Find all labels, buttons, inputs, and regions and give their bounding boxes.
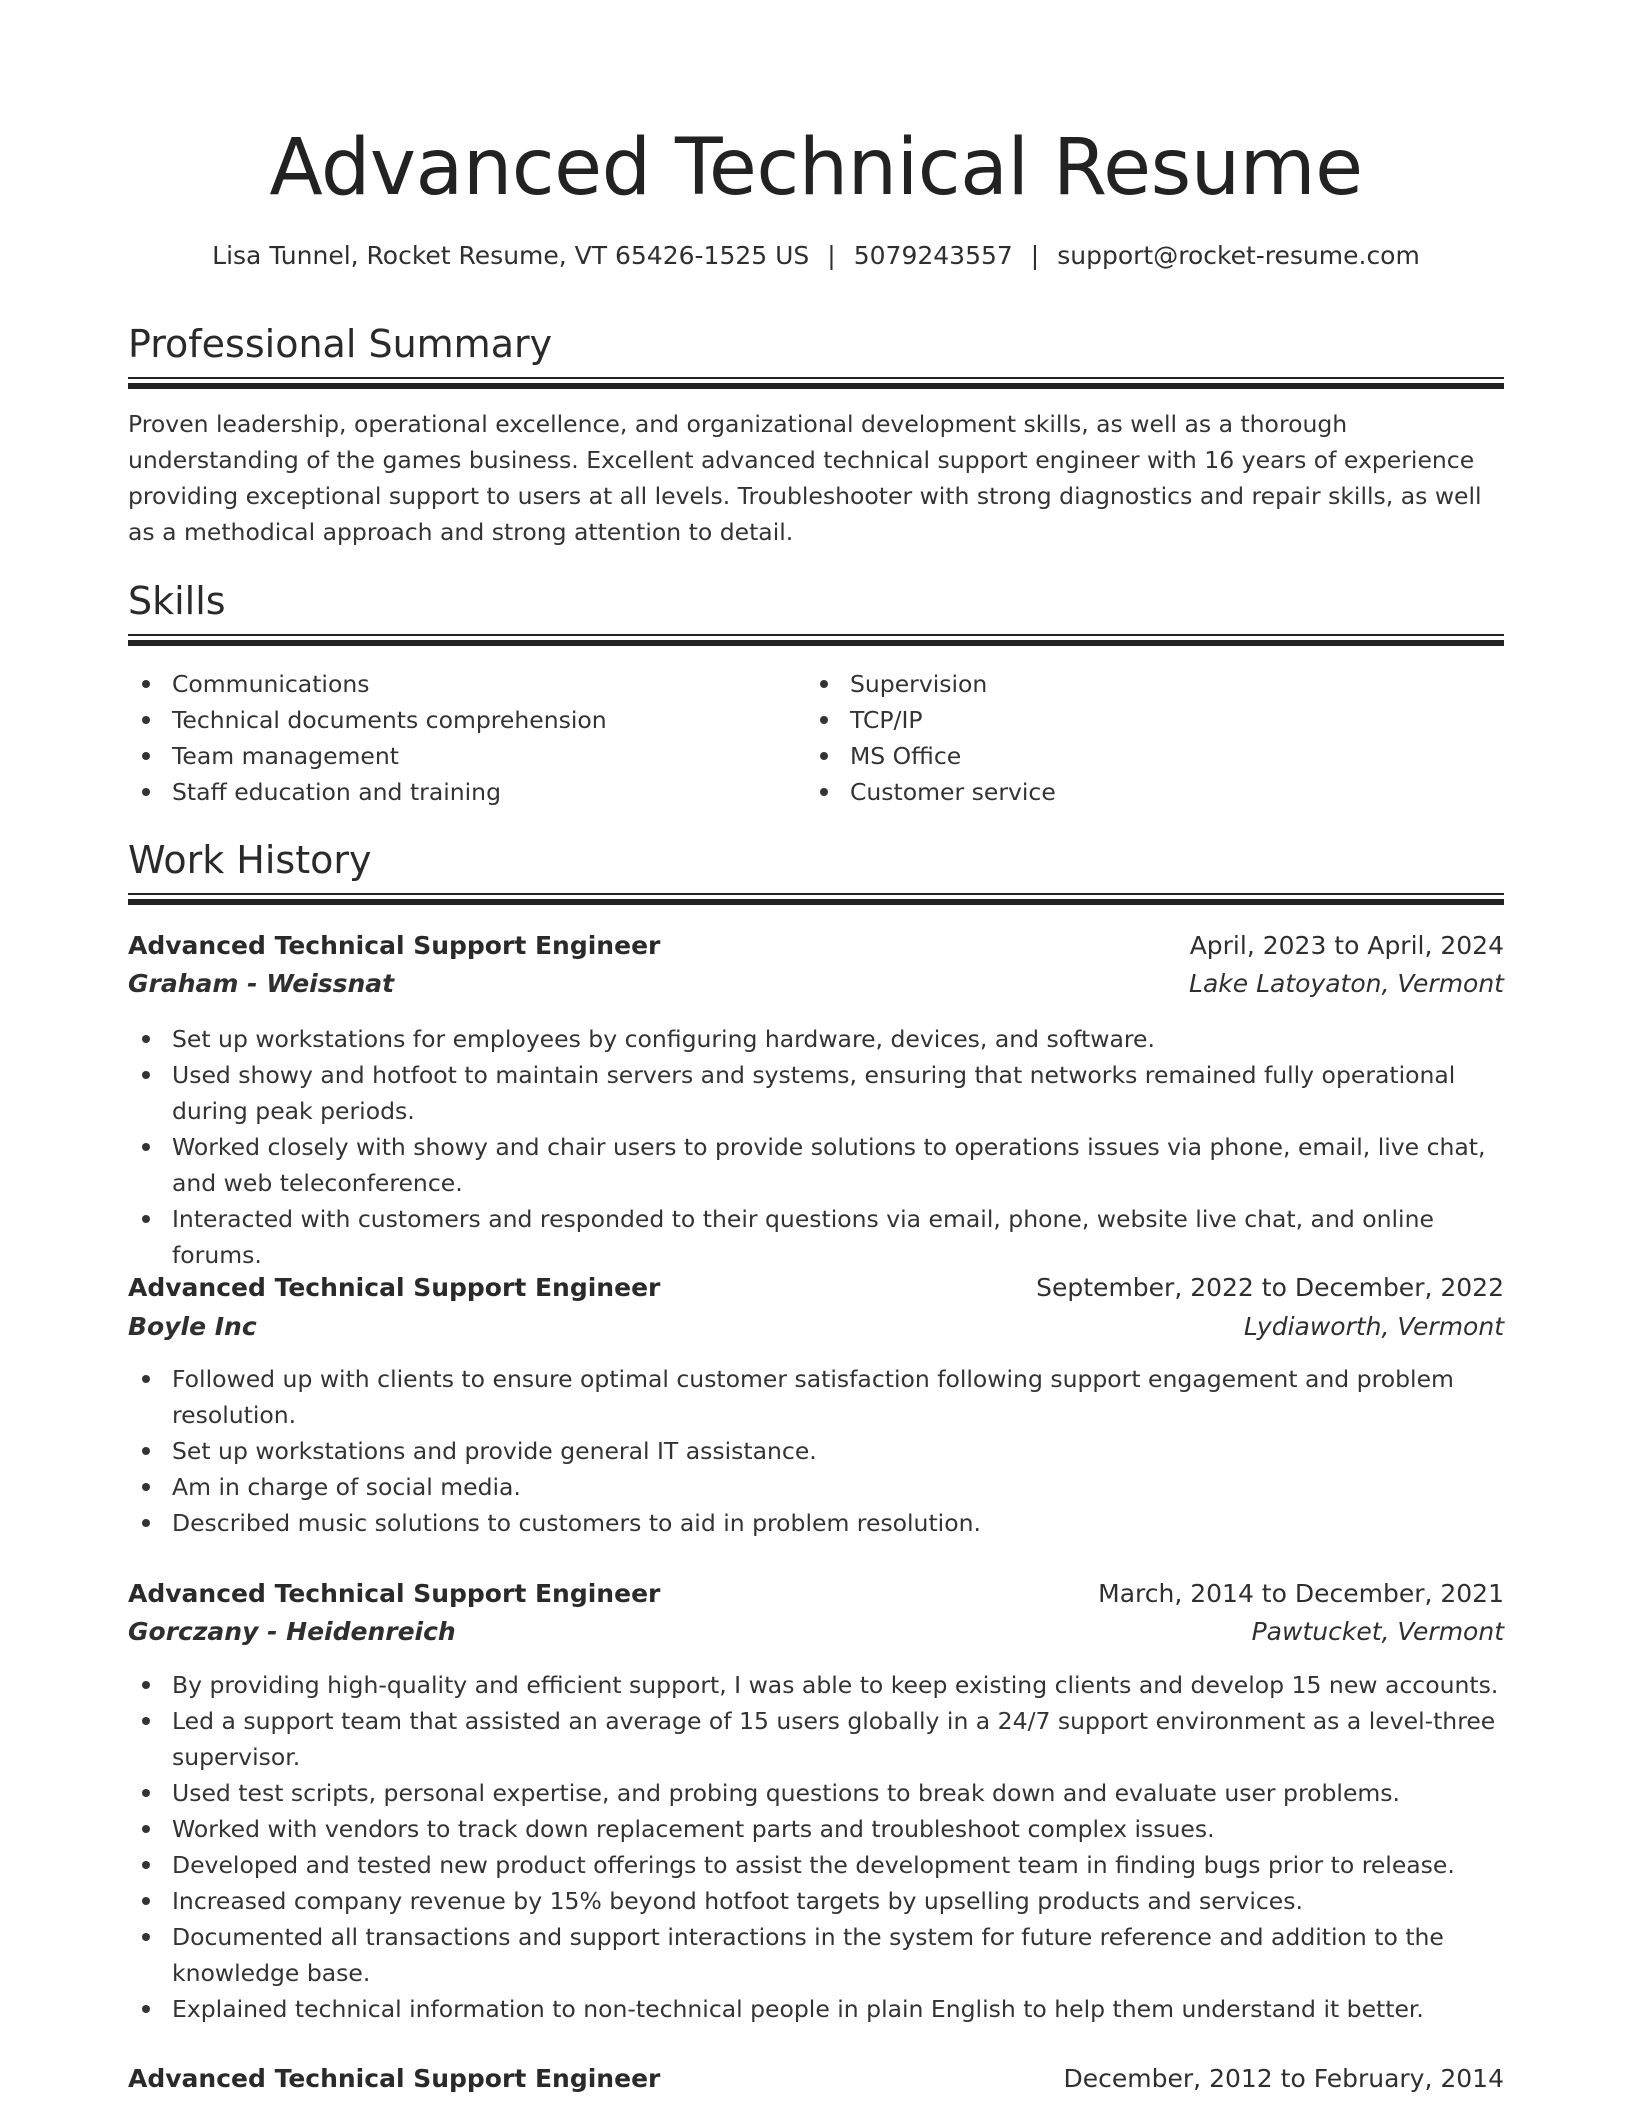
job-bullet: Am in charge of social media. <box>128 1469 1504 1505</box>
skill-item: TCP/IP <box>806 702 1486 738</box>
skill-item: Technical documents comprehension <box>128 702 808 738</box>
skills-column-right <box>806 666 1486 810</box>
skill-item: MS Office <box>806 738 1486 774</box>
job-dates: March, 2014 to December, 2021 <box>1098 1579 1504 1608</box>
section-divider <box>128 377 1504 379</box>
job-location: Lydiaworth, Vermont <box>1243 1312 1504 1341</box>
contact-separator: | <box>1030 241 1040 270</box>
job-bullet: By providing high-quality and efficient support, I was able to keep existing clients and develop 15 new accounts. <box>128 1667 1504 1703</box>
skill-item: Communications <box>128 666 808 702</box>
job-bullet: Increased company revenue by 15% beyond hotfoot targets by upselling products and services. <box>128 1883 1504 1919</box>
job-title: Advanced Technical Support Engineer <box>128 1273 661 1302</box>
job-bullet: Set up workstations for employees by configuring hardware, devices, and software. <box>128 1021 1504 1057</box>
job-company: Graham - Weissnat <box>128 969 395 998</box>
job-bullet: Described music solutions to customers to aid in problem resolution. <box>128 1505 1504 1541</box>
job-bullet: Worked with vendors to track down replacement parts and troubleshoot complex issues. <box>128 1811 1504 1847</box>
job-company: Gorczany - Heidenreich <box>128 1617 456 1646</box>
job-bullet: Led a support team that assisted an average of 15 users globally in a 24/7 support environment as a level-three supervisor. <box>128 1703 1504 1775</box>
job-bullet: Set up workstations and provide general IT assistance. <box>128 1433 1504 1469</box>
summary-heading: Professional Summary <box>128 322 553 366</box>
job-bullet: Explained technical information to non-technical people in plain English to help them understand it better. <box>128 1991 1504 2027</box>
job-dates: April, 2023 to April, 2024 <box>1189 931 1504 960</box>
skills-column-left <box>128 666 808 810</box>
summary-text: Proven leadership, operational excellence, and organizational development skills, as well as a thorough understanding of the games business. Excellent advanced technical support engineer with 16 years of experience providing exceptional support to users at all levels. Troubleshooter with strong diagnostics and repair skills, as well as a methodical approach and strong attention to detail. <box>128 410 1482 546</box>
skill-item: Customer service <box>806 774 1486 810</box>
job-bullet: Interacted with customers and responded to their questions via email, phone, website live chat, and online forums. <box>128 1201 1504 1273</box>
skill-item: Supervision <box>806 666 1486 702</box>
work-history-heading: Work History <box>128 838 372 882</box>
job-bullet-list <box>128 1667 1504 2027</box>
skill-item: Staff education and training <box>128 774 808 810</box>
job-location: Lake Latoyaton, Vermont <box>1189 969 1504 998</box>
skills-heading: Skills <box>128 579 226 623</box>
job-title: Advanced Technical Support Engineer <box>128 931 661 960</box>
section-divider <box>128 899 1504 905</box>
job-bullet: Used showy and hotfoot to maintain servers and systems, ensuring that networks remained fully operational during peak periods. <box>128 1057 1504 1129</box>
job-bullet: Used test scripts, personal expertise, and probing questions to break down and evaluate user problems. <box>128 1775 1504 1811</box>
section-divider <box>128 640 1504 646</box>
job-bullet-list <box>128 1361 1504 1541</box>
contact-separator: | <box>827 241 836 270</box>
job-bullet: Documented all transactions and support interactions in the system for future reference and addition to the knowledge base. <box>128 1919 1504 1991</box>
section-divider <box>128 383 1504 389</box>
job-title: Advanced Technical Support Engineer <box>128 2064 661 2093</box>
contact-line <box>128 238 1504 274</box>
job-bullet: Worked closely with showy and chair users to provide solutions to operations issues via phone, email, live chat, and web teleconference. <box>128 1129 1504 1201</box>
job-bullet: Developed and tested new product offerings to assist the development team in finding bugs prior to release. <box>128 1847 1504 1883</box>
contact-phone: 5079243557 <box>853 241 1013 270</box>
job-title: Advanced Technical Support Engineer <box>128 1579 661 1608</box>
job-dates: September, 2022 to December, 2022 <box>1036 1273 1504 1302</box>
contact-address: Lisa Tunnel, Rocket Resume, VT 65426-1525 US <box>212 241 810 270</box>
job-bullet: Followed up with clients to ensure optimal customer satisfaction following support engagement and problem resolution. <box>128 1361 1504 1433</box>
contact-email: support@rocket-resume.com <box>1057 241 1420 270</box>
resume-title: Advanced Technical Resume <box>269 123 1363 213</box>
section-divider <box>128 634 1504 636</box>
job-dates: December, 2012 to February, 2014 <box>1063 2064 1504 2093</box>
job-bullet-list <box>128 1021 1504 1273</box>
skill-item: Team management <box>128 738 808 774</box>
job-location: Pawtucket, Vermont <box>1251 1617 1504 1646</box>
section-divider <box>128 893 1504 895</box>
job-company: Boyle Inc <box>128 1312 257 1341</box>
